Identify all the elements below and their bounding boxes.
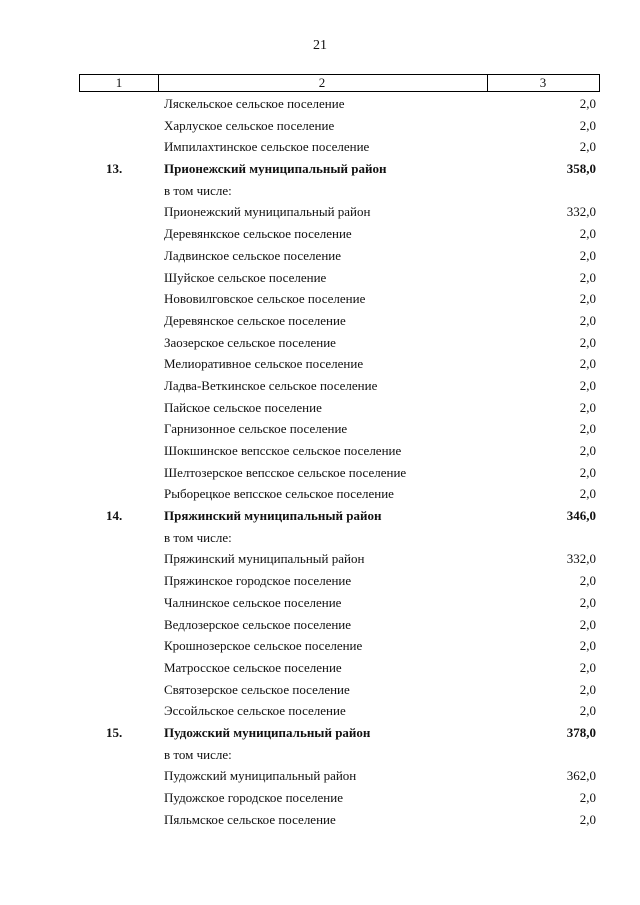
row-value: 2,0 (579, 790, 596, 805)
row-value: 2,0 (579, 703, 596, 719)
row-value: 2,0 (579, 594, 596, 610)
row-value: 2,0 (579, 399, 596, 415)
table-row (0, 548, 640, 570)
row-value: 2,0 (579, 117, 596, 133)
row-name: Святозерское сельское поселение (164, 681, 350, 697)
table-row (0, 722, 640, 744)
row-value: 2,0 (579, 247, 596, 263)
table-row (0, 505, 640, 527)
row-name: Пряжинский муниципальный район (164, 508, 382, 524)
table-row (0, 288, 640, 310)
table-row (0, 635, 640, 657)
row-value: 2,0 (579, 681, 596, 697)
row-value: 2,0 (579, 139, 596, 155)
row-name: Пудожский муниципальный район (164, 768, 357, 784)
row-value: 346,0 (566, 508, 596, 524)
row-name: Ляскельское сельское поселение (164, 96, 345, 111)
row-value: 2,0 (579, 486, 596, 502)
table-row (0, 483, 640, 505)
row-name: Мелиоративное сельское поселение (164, 356, 364, 372)
header-col-1: 1 (79, 74, 159, 92)
table-row (0, 787, 640, 809)
row-value: 2,0 (579, 421, 596, 437)
row-name: Пудожский муниципальный район (164, 724, 371, 740)
table-row (0, 223, 640, 245)
row-value: 2,0 (579, 616, 596, 632)
table-row (0, 397, 640, 419)
row-value: 2,0 (579, 291, 596, 307)
row-value: 362,0 (566, 768, 596, 784)
row-name: Нововилговское сельское поселение (164, 291, 366, 307)
table-row (0, 527, 640, 549)
row-name: в том числе: (164, 182, 232, 198)
row-name: Заозерское сельское поселение (164, 334, 336, 350)
row-name: Гарнизонное сельское поселение (164, 421, 348, 437)
row-name: Чалнинское сельское поселение (164, 594, 342, 610)
row-name: Матросское сельское поселение (164, 659, 342, 675)
table-row (0, 115, 640, 137)
row-value: 2,0 (579, 377, 596, 393)
row-name: Шелтозерское вепсское сельское поселение (164, 464, 407, 480)
table-row (0, 353, 640, 375)
page-number: 21 (313, 38, 327, 53)
row-value: 2,0 (579, 811, 596, 827)
row-value: 2,0 (579, 312, 596, 328)
row-name: Прионежский муниципальный район (164, 204, 371, 220)
row-name: Пряжинское городское поселение (164, 573, 352, 589)
row-number: 13. (106, 161, 123, 177)
table-body (0, 93, 640, 830)
table-row (0, 332, 640, 354)
table-header (79, 74, 600, 92)
row-name: в том числе: (164, 746, 232, 762)
table-row (0, 180, 640, 202)
row-name: в том числе: (164, 529, 232, 545)
row-name: Крошнозерское сельское поселение (164, 638, 363, 654)
row-name: Ладвинское сельское поселение (164, 247, 341, 263)
row-value: 2,0 (579, 443, 596, 458)
row-value: 2,0 (579, 226, 596, 242)
table-row (0, 700, 640, 722)
row-name: Пяльмское сельское поселение (164, 811, 336, 827)
table-row (0, 765, 640, 787)
table-row (0, 418, 640, 440)
row-name: Рыборецкое вепсское сельское поселение (164, 486, 394, 502)
row-value: 2,0 (579, 334, 596, 350)
row-number: 15. (106, 724, 123, 740)
row-value: 2,0 (579, 573, 596, 589)
table-row (0, 462, 640, 484)
row-name: Ладва-Веткинское сельское поселение (164, 377, 378, 393)
row-value: 358,0 (566, 161, 596, 177)
table-row (0, 310, 640, 332)
table-row (0, 267, 640, 289)
row-name: Импилахтинское сельское поселение (164, 139, 370, 155)
row-value: 2,0 (579, 638, 596, 654)
table-row (0, 158, 640, 180)
row-name: Деревянкское сельское поселение (164, 226, 352, 242)
row-name: Харлуское сельское поселение (164, 117, 335, 133)
row-name: Пайское сельское поселение (164, 399, 322, 415)
table-row (0, 657, 640, 679)
table-row (0, 614, 640, 636)
row-value: 378,0 (566, 724, 596, 740)
row-name: Пудожское городское поселение (164, 790, 343, 805)
row-number: 14. (106, 508, 123, 524)
row-value: 2,0 (579, 269, 596, 285)
table-row (0, 201, 640, 223)
row-name: Прионежский муниципальный район (164, 161, 387, 177)
table-row (0, 679, 640, 701)
row-name: Пряжинский муниципальный район (164, 551, 365, 567)
row-name: Ведлозерское сельское поселение (164, 616, 352, 632)
table-row (0, 136, 640, 158)
table-row (0, 440, 640, 462)
header-col-2: 2 (157, 74, 488, 92)
row-name: Эссойльское сельское поселение (164, 703, 346, 719)
row-value: 2,0 (579, 464, 596, 480)
table-row (0, 592, 640, 614)
row-value: 2,0 (579, 96, 596, 111)
row-value: 2,0 (579, 356, 596, 372)
row-value: 332,0 (566, 204, 596, 220)
table-row (0, 245, 640, 267)
row-name: Деревянское сельское поселение (164, 312, 346, 328)
table-row (0, 809, 640, 831)
row-name: Шуйское сельское поселение (164, 269, 327, 285)
table-row (0, 570, 640, 592)
row-value: 2,0 (579, 659, 596, 675)
table-row (0, 375, 640, 397)
table-row (0, 93, 640, 115)
row-name: Шокшинское вепсское сельское поселение (164, 443, 402, 458)
row-value: 332,0 (566, 551, 596, 567)
header-col-3: 3 (487, 74, 600, 92)
table-row (0, 744, 640, 766)
